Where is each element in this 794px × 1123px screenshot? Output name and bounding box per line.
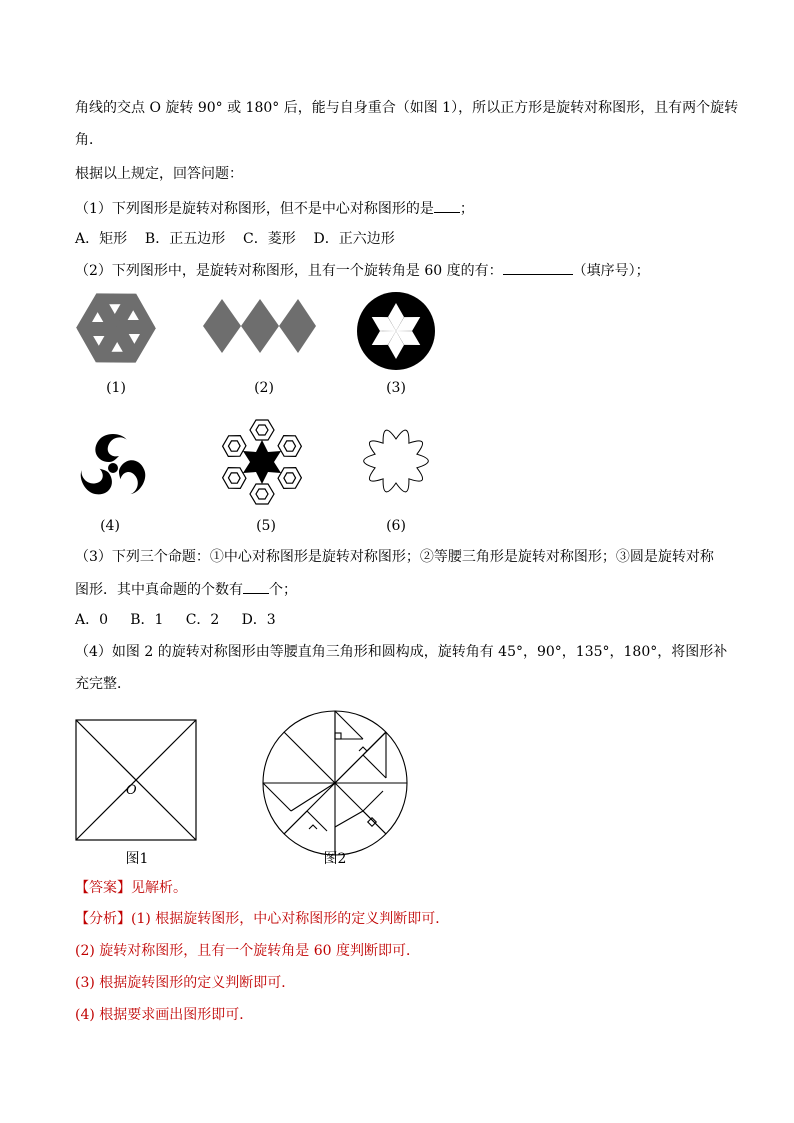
q3-stem-end: 个； — [269, 582, 297, 598]
figure-square-diagonals — [74, 718, 198, 842]
q1-blank[interactable] — [434, 198, 460, 213]
analysis-line-3: (3) 根据旋转图形的定义判断即可． — [75, 975, 296, 991]
q1-options: A．矩形 B．正五边形 C．菱形 D．正六边形 — [75, 231, 395, 247]
intro-line-2: 角． — [75, 132, 103, 148]
analysis-line-2: (2) 旋转对称图形，且有一个旋转角是 60 度判断即可． — [75, 943, 420, 959]
figure-3-label: (3) — [386, 380, 406, 396]
figure-3-circle-star — [356, 291, 436, 371]
figure-4-label: (4) — [100, 518, 120, 534]
figure-6-label: (6) — [386, 518, 406, 534]
q2-blank[interactable] — [503, 260, 573, 275]
q3-stem-line-1: （3）下列三个命题：①中心对称图形是旋转对称图形；②等腰三角形是旋转对称图形；③圆是旋转对称 — [75, 549, 714, 565]
figure-circle-triangles — [260, 708, 410, 858]
figure-5-star-hexagons — [208, 414, 316, 510]
q4-stem-line-1: （4）如图 2 的旋转对称图形由等腰直角三角形和圆构成，旋转角有 45°，90°，135°，180°，将图形补 — [75, 644, 728, 660]
figure-1-label: (1) — [106, 380, 126, 396]
figure-1-hexagon-swirl — [74, 292, 158, 364]
analysis-line-4: (4) 根据要求画出图形即可． — [75, 1007, 254, 1023]
q1-stem — [75, 198, 474, 219]
q3-stem-line-2 — [75, 579, 297, 600]
figure-2-caption: 图2 — [323, 851, 347, 867]
figure-1-center-label: O — [126, 783, 137, 798]
figure-6-flower — [356, 421, 436, 501]
intro-line-1: 角线的交点 O 旋转 90° 或 180° 后，能与自身重合（如图 1），所以正方形是旋转对称图形，且有两个旋转 — [75, 100, 739, 116]
figure-2-label: (2) — [254, 380, 274, 396]
figure-5-label: (5) — [256, 518, 276, 534]
answer-line: 【答案】见解析。 — [75, 880, 187, 896]
intro-line-3: 根据以上规定，回答问题： — [75, 166, 243, 182]
q3-options: A．0 B．1 C．2 D．3 — [75, 612, 276, 628]
figure-4-swirl — [76, 430, 150, 506]
q2-stem-text: （2）下列图形中，是旋转对称图形，且有一个旋转角是 60 度的有： — [75, 263, 503, 279]
q2-stem-end: （填序号）； — [572, 263, 650, 279]
q3-stem-text: 图形．其中真命题的个数有 — [75, 582, 243, 598]
figure-1-caption: 图1 — [125, 851, 149, 867]
q1-stem-text: （1）下列图形是旋转对称图形，但不是中心对称图形的是 — [75, 201, 434, 217]
q3-blank[interactable] — [243, 579, 269, 594]
analysis-line-1: 【分析】(1) 根据旋转图形，中心对称图形的定义判断即可． — [75, 911, 450, 927]
q1-stem-end: ； — [459, 201, 474, 217]
q2-stem — [75, 260, 650, 281]
figure-2-diamonds — [203, 299, 316, 354]
q4-stem-line-2: 充完整． — [75, 676, 131, 692]
